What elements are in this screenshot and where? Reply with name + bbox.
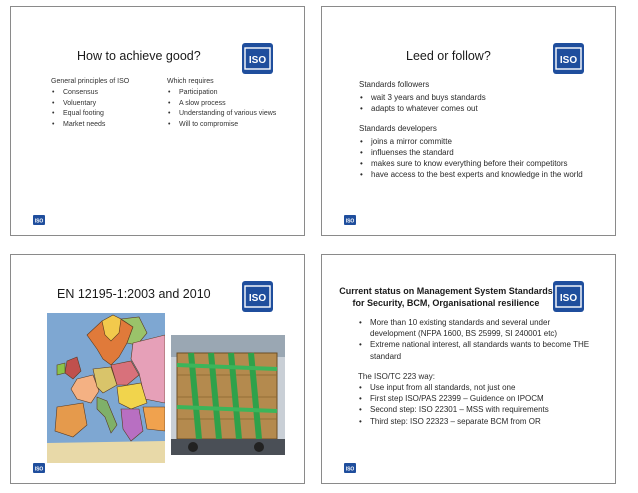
iso-logo-icon [553, 43, 584, 74]
status-body [358, 317, 598, 427]
iso-logo-icon [242, 43, 273, 74]
list-item: • Equal footing [51, 109, 129, 120]
list-item: • wait 3 years and buys standards [359, 92, 599, 103]
list-item: • joins a mirror committe [359, 136, 599, 147]
iso-footer-text: ISO [34, 218, 44, 225]
slide-title-line2: for Security, BCM, Organisational resilience [352, 298, 540, 308]
requires-list [167, 88, 276, 130]
strapped-timber-load-image [171, 335, 285, 455]
slide-leed-or-follow [321, 6, 616, 236]
slide-title: Leed or follow? [406, 49, 491, 63]
europe-map-image [47, 313, 165, 463]
iso-footer-icon [33, 463, 45, 473]
list-item: • Voluentary [51, 99, 129, 110]
followers-block [359, 79, 599, 181]
list-item: • Understanding of various views [167, 109, 276, 120]
list-item: • Will to compromise [167, 120, 276, 131]
slide-title [336, 285, 556, 309]
list-item: • makes sure to know everything before their competitors [359, 158, 599, 169]
list-item: • Use input from all standards, not just one [358, 382, 598, 393]
developers-heading: Standards developers [359, 123, 437, 133]
requires-heading: Which requires [167, 78, 214, 85]
iso-footer-icon [33, 215, 45, 225]
developers-list [359, 136, 599, 181]
list-item: • influenses the standard [359, 147, 599, 158]
principles-column [51, 78, 129, 130]
iso-footer-text: ISO [34, 466, 44, 473]
list-item: • Participation [167, 88, 276, 99]
iso-logo-icon [242, 281, 273, 312]
list-item: • Consensus [51, 88, 129, 99]
requires-column [167, 78, 276, 130]
iso-footer-icon [344, 463, 356, 473]
list-item: • adapts to whatever comes out [359, 103, 599, 114]
slide-title-line1: Current status on Management System Standards [339, 286, 553, 296]
slide-how-to-achieve-good [10, 6, 305, 236]
list-item: • First step ISO/PAS 22399 – Guidence on IPOCM [358, 393, 598, 404]
iso-footer-text: ISO [345, 466, 355, 473]
iso-logo-text: ISO [559, 55, 578, 66]
iso-logo-text: ISO [559, 293, 578, 304]
way-heading: The ISO/TC 223 way: [358, 371, 435, 381]
iso-logo-text: ISO [248, 55, 267, 66]
list-item: • have access to the best experts and knowledge in the world [359, 169, 599, 180]
iso-logo-icon [553, 281, 584, 312]
followers-list [359, 92, 599, 114]
slide-title: How to achieve good? [77, 49, 201, 63]
list-item: • Third step: ISO 22323 – separate BCM from OR [358, 416, 598, 427]
principles-list [51, 88, 129, 130]
iso-logo-text: ISO [248, 293, 267, 304]
list-item: • More than 10 existing standards and several under development (NFPA 1600, BS 25999, SI 240001 etc) [358, 317, 598, 339]
iso-footer-icon [344, 215, 356, 225]
followers-heading: Standards followers [359, 80, 430, 89]
way-list [358, 382, 598, 427]
list-item: • Second step: ISO 22301 – MSS with requirements [358, 404, 598, 415]
status-list [358, 317, 598, 362]
list-item: • Market needs [51, 120, 129, 131]
principles-heading: General principles of ISO [51, 78, 130, 85]
iso-footer-text: ISO [345, 218, 355, 225]
list-item: • Extreme national interest, all standards wants to become THE standard [358, 339, 598, 361]
list-item: • A slow process [167, 99, 276, 110]
slide-current-status [321, 254, 616, 484]
slide-en-12195 [10, 254, 305, 484]
slide-title: EN 12195-1:2003 and 2010 [57, 287, 211, 301]
